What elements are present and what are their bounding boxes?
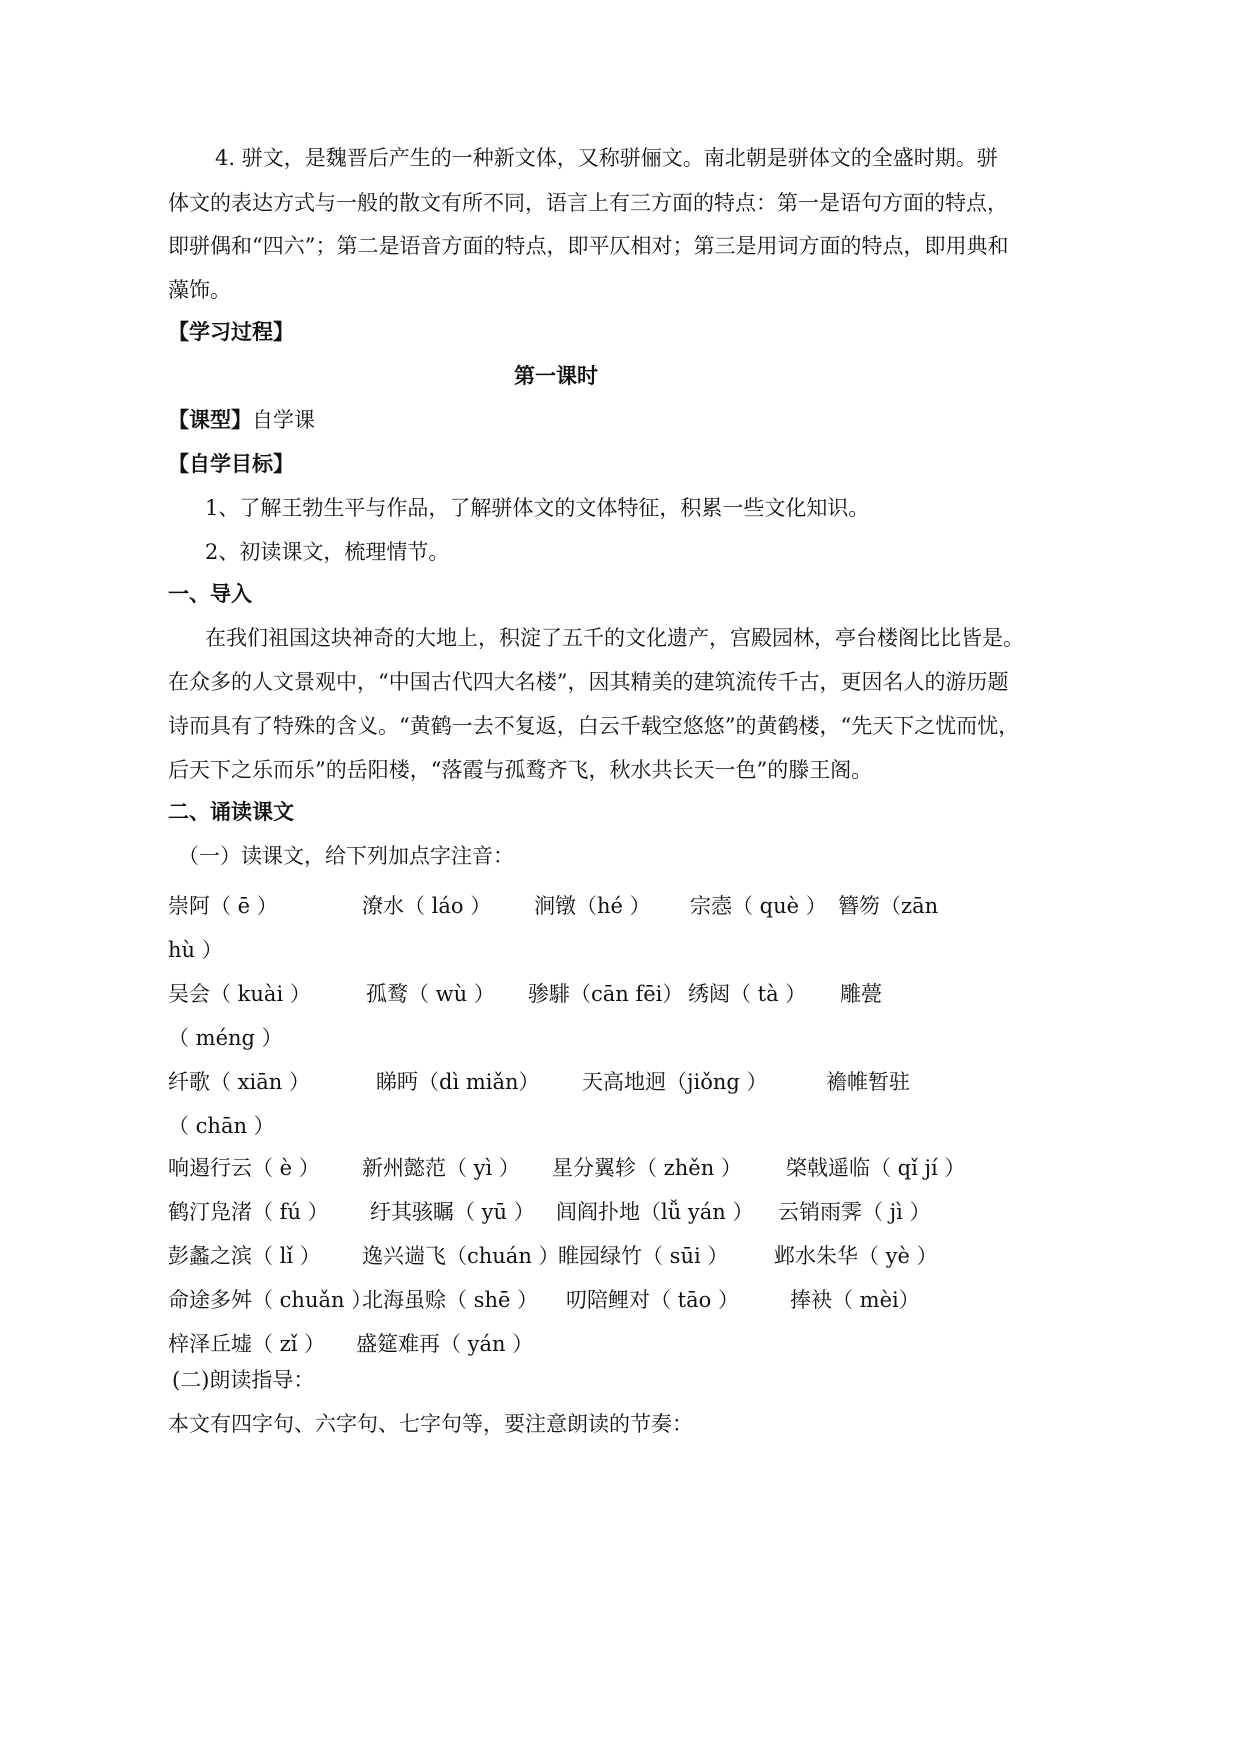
goal-item-2: 2、初读课文，梳理情节。: [205, 540, 450, 564]
section2-sub2: (二)朗读指导：: [172, 1368, 315, 1392]
pinyin-item: 涧镦（hé ）: [534, 894, 651, 918]
pinyin-item: 闾阎扑地（lǚ yán ）: [556, 1200, 754, 1224]
section2-sub1: （一）读课文，给下列加点字注音：: [178, 844, 514, 868]
pinyin-item: （ chān ）: [168, 1114, 275, 1138]
lesson-type-label: 【课型】: [168, 408, 252, 432]
pinyin-item: 宗悫（ què ）: [690, 894, 827, 918]
goals-heading: 【自学目标】: [168, 452, 294, 476]
pinyin-item: 雕甍: [840, 982, 882, 1006]
section1-line-3: 诗而具有了特殊的含义。“黄鹤一去不复返，白云千载空悠悠”的黄鹤楼，“先天下之忧而忧，: [168, 714, 1020, 738]
pinyin-item: 梓泽丘墟（ zǐ ）: [168, 1332, 326, 1356]
section1-line-1: 在我们祖国这块神奇的大地上，积淀了五千的文化遗产，宫殿园林，亭台楼阁比比皆是。: [205, 626, 1024, 650]
pinyin-item: 响遏行云（ è ）: [168, 1156, 320, 1180]
pinyin-item: 纤歌（ xiān ）: [168, 1070, 310, 1094]
pinyin-item: 鹤汀凫渚（ fú ）: [168, 1200, 329, 1224]
pinyin-item: 盛筵难再（ yán ）: [356, 1332, 534, 1356]
pinyin-item: 睢园绿竹（ sūi ）: [558, 1244, 729, 1268]
pinyin-item: （ méng ）: [168, 1026, 283, 1050]
pinyin-item: 潦水（ láo ）: [362, 894, 492, 918]
intro-line-4: 藻饰。: [168, 278, 231, 302]
pinyin-item: 邺水朱华（ yè ）: [774, 1244, 938, 1268]
lesson-type: [168, 410, 315, 431]
pinyin-item: 吴会（ kuài ）: [168, 982, 311, 1006]
pinyin-item: 新州懿范（ yì ）: [362, 1156, 520, 1180]
learning-process-heading: 【学习过程】: [168, 320, 294, 344]
pinyin-item: hù ）: [168, 938, 223, 962]
pinyin-item: 睇眄（dì miǎn）: [376, 1070, 540, 1094]
section1-line-4: 后天下之乐而乐”的岳阳楼，“落霞与孤鹜齐飞，秋水共长天一色”的滕王阁。: [168, 758, 873, 782]
pinyin-item: 纡其骇瞩（ yū ）: [370, 1200, 535, 1224]
pinyin-item: 命途多舛（ chuǎn ）: [168, 1288, 373, 1312]
pinyin-item: 骖騑（cān fēi）: [528, 982, 684, 1006]
pinyin-item: 彭蠡之滨（ lǐ ）: [168, 1244, 321, 1268]
lesson-title: 第一课时: [514, 364, 598, 388]
pinyin-item: 捧袂（ mèi）: [790, 1288, 920, 1312]
pinyin-item: 崇阿（ ē ）: [168, 894, 278, 918]
pinyin-item: 北海虽赊（ shē ）: [362, 1288, 539, 1312]
pinyin-item: 星分翼轸（ zhěn ）: [552, 1156, 742, 1180]
reading-note: 本文有四字句、六字句、七字句等，要注意朗读的节奏：: [168, 1412, 693, 1436]
intro-line-3: 即骈偶和“四六”；第二是语音方面的特点，即平仄相对；第三是用词方面的特点，即用典和: [168, 234, 1009, 258]
section1-heading: 一、导入: [168, 582, 252, 606]
intro-line-2: 体文的表达方式与一般的散文有所不同，语言上有三方面的特点：第一是语句方面的特点，: [168, 191, 1008, 215]
pinyin-item: 襜帷暂驻: [826, 1070, 910, 1094]
pinyin-item: 绣闼（ tà ）: [688, 982, 807, 1006]
section1-line-2: 在众多的人文景观中，“中国古代四大名楼”，因其精美的建筑流传千古，更因名人的游历题: [168, 670, 1009, 694]
pinyin-item: 孤鹜（ wù ）: [366, 982, 495, 1006]
section2-heading: 二、诵读课文: [168, 800, 294, 824]
goal-item-1: 1、了解王勃生平与作品，了解骈体文的文体特征，积累一些文化知识。: [205, 496, 870, 520]
pinyin-item: 天高地迥（jiǒng ）: [582, 1070, 768, 1094]
pinyin-item: 簪笏（zān: [838, 894, 939, 918]
pinyin-item: 逸兴遄飞（chuán ）: [362, 1244, 560, 1268]
pinyin-item: 云销雨霁（ jì ）: [778, 1200, 931, 1224]
pinyin-item: 叨陪鲤对（ tāo ）: [566, 1288, 739, 1312]
pinyin-item: 棨戟遥临（ qǐ jí ）: [786, 1156, 966, 1180]
lesson-type-value: 自学课: [252, 408, 315, 432]
intro-line-1: 4. 骈文，是魏晋后产生的一种新文体，又称骈俪文。南北朝是骈体文的全盛时期。骈: [215, 146, 998, 170]
